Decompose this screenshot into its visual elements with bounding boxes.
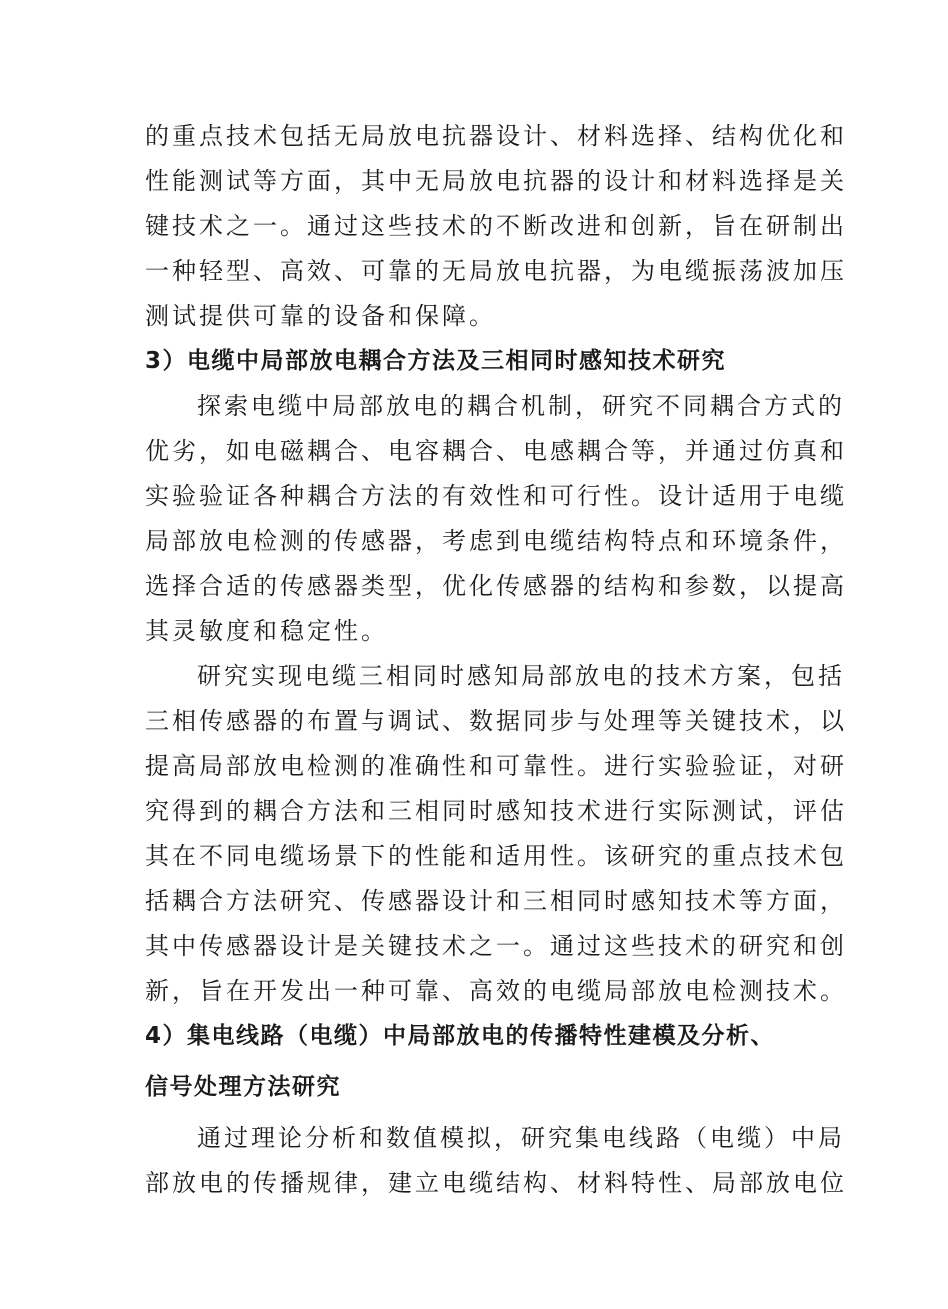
text-line: 的重点技术包括无局放电抗器设计、材料选择、结构优化和 xyxy=(145,122,847,150)
text-line: 实验验证各种耦合方法的有效性和可行性。设计适用于电缆 xyxy=(145,482,847,510)
text-line: 提高局部放电检测的准确性和可靠性。进行实验验证，对研 xyxy=(145,752,847,780)
text-line: 研究实现电缆三相同时感知局部放电的技术方案，包括 xyxy=(197,662,845,690)
text-line: 性能测试等方面，其中无局放电抗器的设计和材料选择是关 xyxy=(145,167,847,195)
heading-line: 信号处理方法研究 xyxy=(145,1074,341,1100)
text-line: 探索电缆中局部放电的耦合机制，研究不同耦合方式的 xyxy=(197,392,845,420)
text-line: 三相传感器的布置与调试、数据同步与处理等关键技术，以 xyxy=(145,707,847,735)
paragraph-continued xyxy=(145,114,847,339)
document-page xyxy=(145,114,847,1206)
section-3-heading: 3）电缆中局部放电耦合方法及三相同时感知技术研究 xyxy=(145,348,727,374)
text-line: 局部放电检测的传感器，考虑到电缆结构特点和环境条件， xyxy=(145,527,847,555)
text-line: 一种轻型、高效、可靠的无局放电抗器，为电缆振荡波加压 xyxy=(145,257,847,285)
text-line: 其在不同电缆场景下的性能和适用性。该研究的重点技术包 xyxy=(145,842,847,870)
heading-line: 4）集电线路（电缆）中局部放电的传播特性建模及分析、 xyxy=(145,1023,776,1049)
section-4-paragraph-1 xyxy=(145,1116,847,1206)
text-line: 括耦合方法研究、传感器设计和三相同时感知技术等方面， xyxy=(145,887,847,915)
section-3-paragraph-1 xyxy=(145,384,847,654)
text-line: 其灵敏度和稳定性。 xyxy=(145,617,388,645)
section-4-heading xyxy=(145,1014,811,1110)
text-line: 通过理论分析和数值模拟，研究集电线路（电缆）中局 xyxy=(197,1124,845,1152)
text-line: 选择合适的传感器类型，优化传感器的结构和参数，以提高 xyxy=(145,572,847,600)
text-line: 键技术之一。通过这些技术的不断改进和创新，旨在研制出 xyxy=(145,212,847,240)
text-line: 测试提供可靠的设备和保障。 xyxy=(145,302,496,330)
text-line: 究得到的耦合方法和三相同时感知技术进行实际测试，评估 xyxy=(145,797,847,825)
text-line: 优劣，如电磁耦合、电容耦合、电感耦合等，并通过仿真和 xyxy=(145,437,847,465)
text-line: 部放电的传播规律，建立电缆结构、材料特性、局部放电位 xyxy=(145,1169,847,1197)
text-line: 新，旨在开发出一种可靠、高效的电缆局部放电检测技术。 xyxy=(145,977,847,1005)
section-3-paragraph-2 xyxy=(145,654,847,1014)
text-line: 其中传感器设计是关键技术之一。通过这些技术的研究和创 xyxy=(145,932,847,960)
